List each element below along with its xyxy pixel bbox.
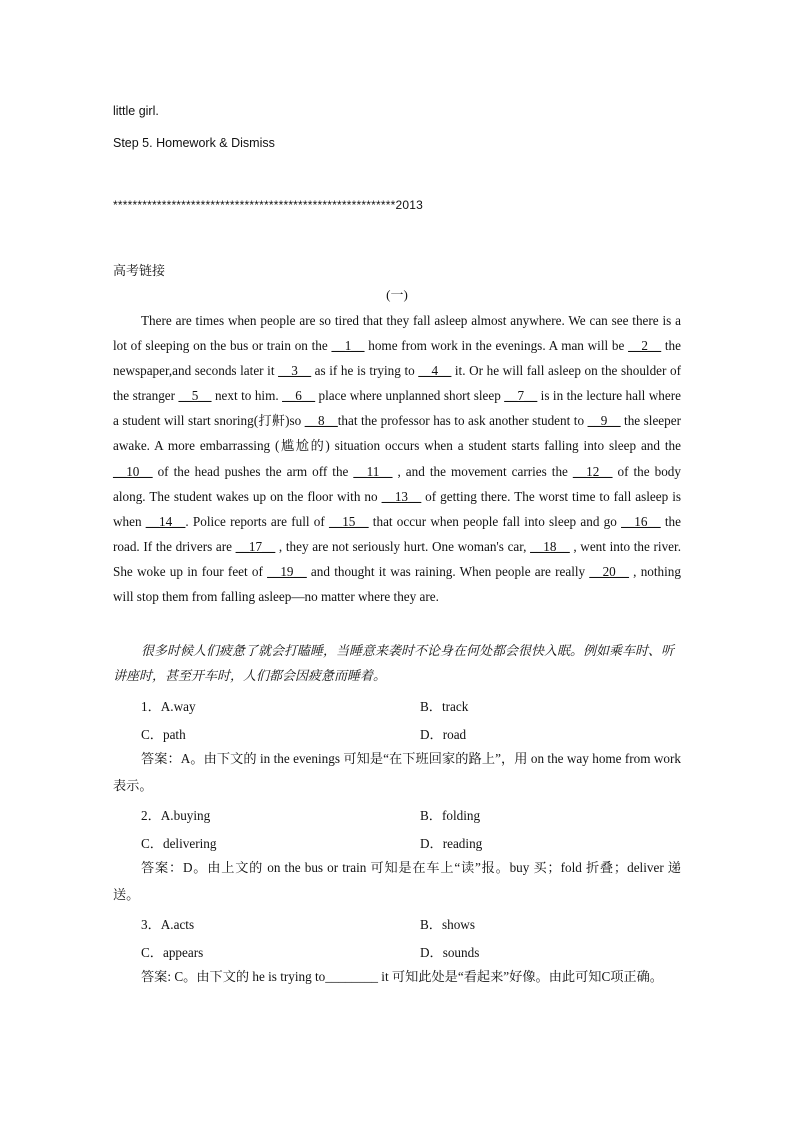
blank-7[interactable]: __7__ (504, 388, 538, 404)
part-title: (一) (386, 287, 408, 302)
q3-option-b: B．shows (420, 917, 475, 932)
blank-12[interactable]: __12__ (572, 463, 613, 479)
blank-16[interactable]: __16__ (621, 513, 661, 529)
q3-answer: 答案: C。由下文的 he is trying to________ it 可知此处是“看起来”好像。由此可知C项正确。 (141, 969, 663, 984)
q2-option-a: 2．A.buying (141, 808, 211, 823)
q2-answer: 答案：D。由上文的 on the bus or train 可知是在车上“读”报。buy 买；fold 折叠；deliver 递送。 (113, 860, 681, 902)
blank-18[interactable]: __18__ (530, 538, 570, 554)
blank-15[interactable]: __15__ (329, 513, 369, 529)
q2-option-d: D．reading (420, 836, 483, 851)
blank-2[interactable]: __2__ (628, 338, 662, 354)
q1-option-d: D．road (420, 727, 467, 742)
divider-stars: **********************************************************2013 (113, 198, 423, 212)
text-line-little-girl: little girl. (113, 104, 159, 118)
blank-14[interactable]: __14__ (145, 513, 186, 529)
q1-option-b: B．track (420, 699, 469, 714)
q3-option-d: D．sounds (420, 945, 480, 960)
blank-5[interactable]: __5__ (178, 388, 212, 404)
q3-option-a: 3．A.acts (141, 917, 195, 932)
q1-option-a: 1．A.way (141, 699, 196, 714)
blank-3[interactable]: __3__ (278, 363, 312, 379)
q3-option-c: C．appears (141, 945, 204, 960)
blank-19[interactable]: __19__ (267, 563, 307, 579)
blank-4[interactable]: __4__ (418, 363, 452, 379)
blank-9[interactable]: __9__ (587, 413, 621, 429)
q2-option-b: B．folding (420, 808, 481, 823)
step5-heading: Step 5. Homework & Dismiss (113, 136, 275, 150)
section-heading: 高考链接 (113, 263, 166, 278)
blank-1[interactable]: __1__ (331, 338, 365, 354)
q2-option-c: C．delivering (141, 836, 217, 851)
blank-17[interactable]: __17__ (235, 538, 276, 554)
blank-13[interactable]: __13__ (381, 488, 422, 504)
blank-10[interactable]: __10__ (113, 463, 153, 479)
blank-8[interactable]: __8__ (304, 413, 338, 429)
chinese-summary: 很多时候人们疲惫了就会打瞌睡，当睡意来袭时不论身在何处都会很快入眠。例如乘车时、听讲座时，甚至开车时，人们都会因疲惫而睡着。 (113, 643, 675, 683)
blank-6[interactable]: __6__ (282, 388, 316, 404)
q1-answer: 答案：A。由下文的 in the evenings 可知是“在下班回家的路上”，用 on the way home from work 表示。 (113, 751, 681, 793)
blank-20[interactable]: __20__ (589, 563, 629, 579)
cloze-passage: There are times when people are so tired that they fall asleep almost anywhere. We can see there is a lot of sleeping on the bus or train on the __1__ home from work in the evenings. A man will be __2__ the newspaper,and seconds later it __3__ as if he is trying to __4__ it. Or he will fall asleep on the shoulder of the stranger __5__ next to him. __6__ place where unplanned short sleep __7__ is in the lecture hall where a student will start snoring(打鼾)so __8__that the professor has to ask another student to __9__ the sleeper awake. A more embarrassing (尴尬的) situation occurs when a student starts falling into sleep and the __10__ of the head pushes the arm off the __11__ , and the movement carries the __12__ of the body along. The student wakes up on the floor with no __13__ of getting there. The worst time to fall asleep is when __14__. Police reports are full of __15__ that occur when people fall into sleep and go __16__ the road. If the drivers are __17__ , they are not seriously hurt. One woman's car, __18__ , went into the river. She woke up in four feet of __19__ and thought it was raining. When people are really __20__ , nothing will stop them from falling asleep—no matter where they are. (113, 313, 682, 605)
blank-11[interactable]: __11__ (353, 463, 393, 479)
q1-option-c: C．path (141, 727, 186, 742)
